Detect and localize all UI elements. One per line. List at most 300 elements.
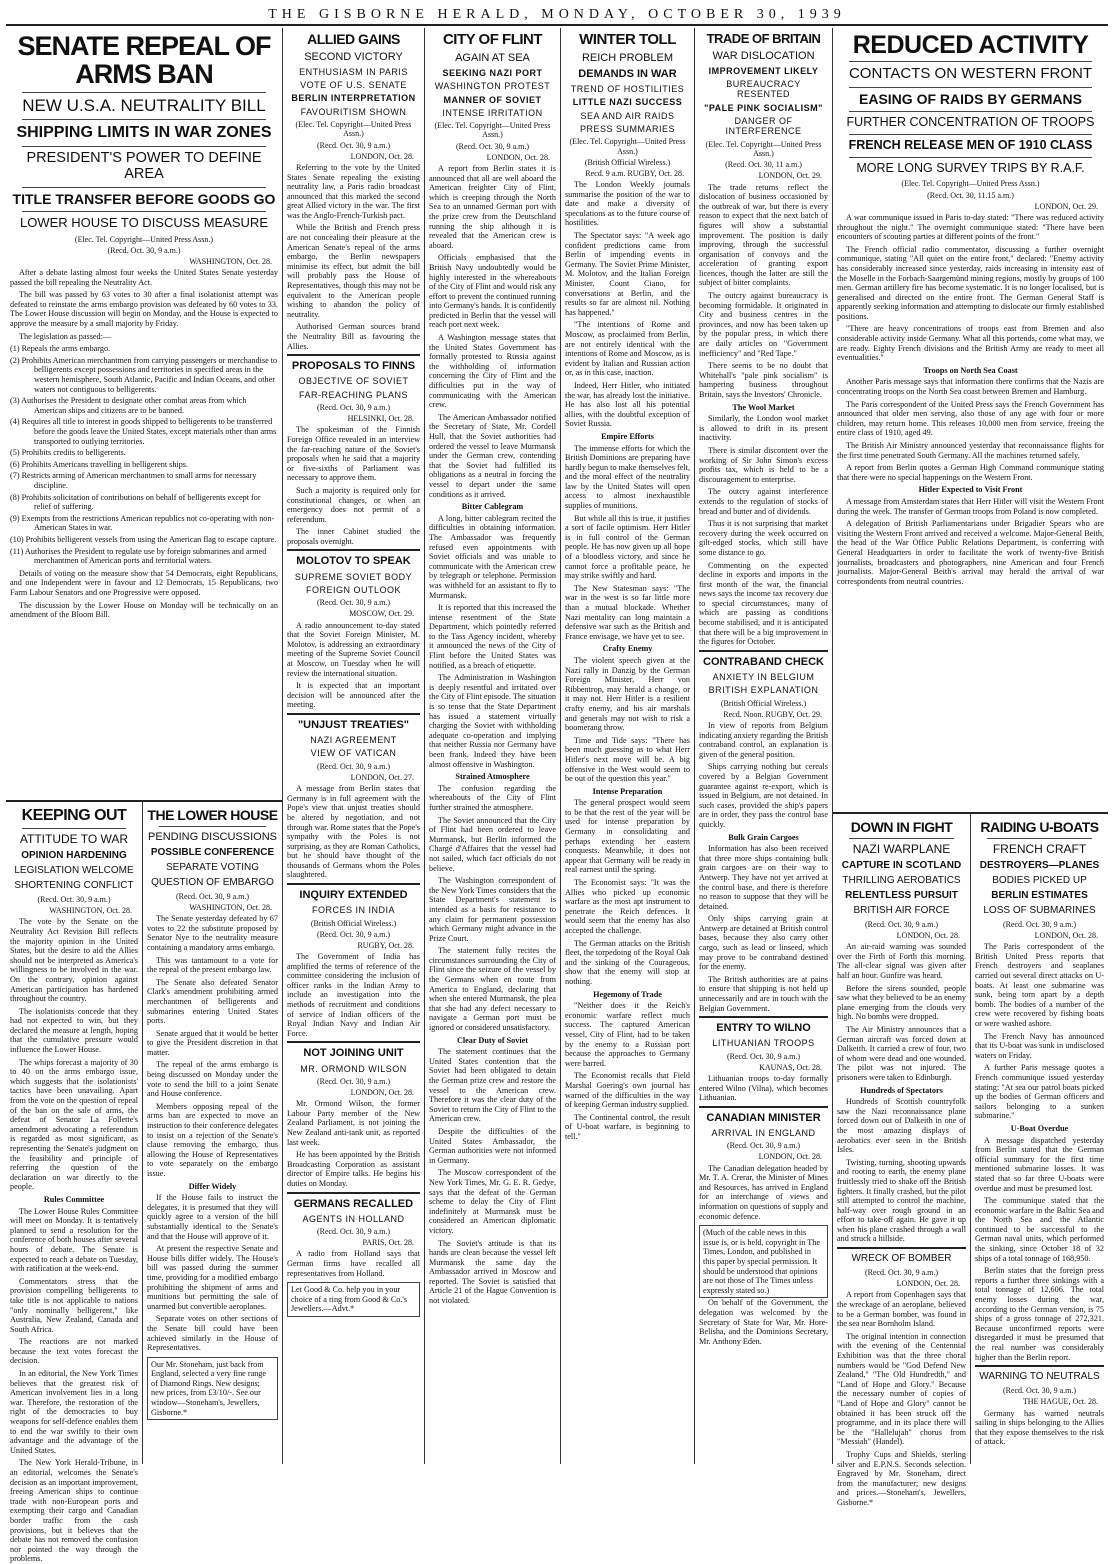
headline: SENATE REPEAL OF ARMS BAN (17, 31, 271, 90)
subheadline: FURTHER CONCENTRATION OF TROOPS (846, 115, 1095, 130)
paragraph: The Air Ministry announces that a German aircraft was forced down at Dalkeith. It carried a crew of four, two of whom were dead and one wounded. The pilot was not injured. The prisoners were taken to Edinburgh. (837, 1025, 966, 1082)
divider (22, 828, 126, 829)
paragraph: After a debate lasting almost four weeks the United States Senate yesterday passed the bill repealing the Neutrality Act. (10, 268, 278, 287)
subheadline: IMPROVEMENT LIKELY (708, 65, 819, 76)
article-body (699, 721, 828, 1013)
paragraph: In view of reports from Belgium indicating anxiety regarding the British contraband control, an explanation is given of the general position. (699, 721, 828, 759)
subheadline: FAVOURITISM SHOWN (300, 106, 407, 117)
masthead-date: MONDAY, OCTOBER 30, 1939 (541, 7, 846, 22)
divider (849, 157, 1092, 158)
paragraph: It is expected that an important decision will be announced after the meeting. (287, 681, 420, 710)
paragraph: The vote by the Senate on the Neutrality Act Revision Bill reflects the majority opinion in the United States, but the desire to aid the Allies should not be interpreted as America's willingness to be involved in the war. On the contrary, opinion against American participation has hardened throughout the country. (10, 917, 138, 1004)
subheadline: VOTE OF U.S. SENATE (300, 80, 407, 91)
paragraph: The Soviet's attitude is that its hands are clean because the vessel left Murmansk the same day the Ambassador arrived in Moscow and reported. The Soviet is satisfied that Article 21 of the Hague Convention is not violated. (429, 1238, 556, 1306)
dateline-place: RUGBY, Oct. 28. (627, 168, 684, 178)
headline: NOT JOINING UNIT (303, 1047, 404, 1060)
article-body (837, 213, 1104, 586)
received-line: Recd. 9 a.m. (585, 168, 626, 178)
divider (849, 134, 1092, 135)
section-subhead: Rules Committee (43, 1194, 105, 1204)
received-line: (Recd. Oct. 30, 9 a.m.) (316, 929, 391, 939)
headline: ALLIED GAINS (307, 31, 400, 47)
subheadline: SEPARATE VOTING (166, 861, 259, 873)
section-subhead: Hundreds of Spectators (860, 1085, 943, 1095)
paragraph: The isolationists concede that they had not expected to win, but they declared the measure at length, hoping that the cumulative pressure would influence the Lower House. (10, 1006, 138, 1055)
paragraph: Officials emphasised that the British Navy undoubtedly would be highly interested in the whereabouts of the City of Flint and would risk any effort to prevent the continued running into Germany's hands. It is confidently predicted in Berlin that the vessel will reach port next week. (429, 253, 556, 330)
subheadline: POSSIBLE CONFERENCE (150, 846, 275, 858)
paragraph: The American Ambassador notified the Secretary of State, Mr. Cordell Hull, that the Soviet authorities had ordered the vessel to leave Murmansk under the German crew, contending that the Soviet had fulfilled its obligations as a neutral in forcing the vessel to depart under the same conditions as it arrived. (429, 412, 556, 499)
paragraph: Germany has warned neutrals sailing in ships belonging to the Allies that they expose themselves to the risk of attack. (975, 1408, 1104, 1447)
paragraph: A report from Berlin quotes a German High Command communique stating that there were no special happenings on the Western Front. (837, 463, 1104, 482)
paragraph: Despite the difficulties of the United States Ambassador, the German authorities were not informed in Germany. (429, 1126, 556, 1165)
paragraph: Time and Tide says: "There has been much guessing as to what Herr Hitler's next move will be. A big offensive in the West would seem to be out of the question this year." (565, 735, 690, 784)
dateline: LONDON, Oct. 28. (486, 152, 550, 162)
subheadline: RELENTLESS PURSUIT (845, 889, 958, 901)
divider (22, 119, 266, 120)
received-line: (Recd. Oct. 30, 9 a.m.) (316, 402, 391, 412)
article-reduced-activity (833, 28, 1108, 588)
paragraph: Such a majority is required only for constitutional changes, or when an emergency does not permit of a referendum. (287, 485, 420, 524)
dateline: HELSINKI, Oct. 28. (347, 414, 414, 424)
dateline: LONDON, Oct. 29. (758, 171, 822, 181)
subheadline: SHIPPING LIMITS IN WAR ZONES (16, 124, 272, 142)
subheadline: PENDING DISCUSSIONS (148, 830, 277, 843)
article-city-of-flint (425, 28, 560, 1464)
section-subhead: Hitler Expected to Visit Front (918, 485, 1023, 495)
headline: "UNJUST TREATIES" (297, 718, 410, 731)
paragraph: In an editorial, the New York Times believes that the greatest risk of American involvement lies in a long war. Therefore, the restoration of the right of the democracies to buy weapons for self-defence enables them to end the war swiftly to their own advantage and the advantage of the United States. (10, 1369, 138, 1455)
paragraph: Mr. Ormond Wilson, the former Labour Party member of the New Zealand Parliament, is not joining the New Zealand anti-tank unit, as reported last week. (287, 1099, 420, 1147)
dateline: KAUNAS, Oct. 28. (759, 1062, 822, 1072)
article-body (565, 180, 690, 1141)
subheadline: NAZI AGREEMENT (310, 735, 397, 746)
list-item: (1) Repeals the arms embargo. (10, 344, 111, 354)
paragraph: The French official radio commentator, discussing a further overnight communique, stating "All quiet on the entire front," declared: "Enemy activity has considerably increased since yesterday, raids increasing in intensity east of the Moselle in the Forbach-Saargemünd mining regions, mostly by groups of 100 men. German artillery fire has become systematic. It is no longer localised, but is generalised and directed on the entire front. The German General Staff is apparently seeking information and attempting to dislocate our firmly established positions. (837, 244, 1104, 321)
headline: WINTER TOLL (579, 31, 676, 48)
section-subhead: The Wool Market (732, 402, 795, 412)
article-body (10, 917, 138, 1564)
subheadline: CAPTURE IN SCOTLAND (841, 859, 962, 871)
paragraph: But while all this is true, it justifies a sort of facile optimism. Herr Hitler is in full control of the German people. He has now given up all hope of a bloodless victory, and since he cannot force a profitable peace, he may strike swiftly and hard. (565, 513, 690, 581)
subheadline: VIEW OF VATICAN (310, 748, 397, 759)
divider (849, 111, 1092, 112)
paragraph: The French Navy has announced that its U-boat was sunk in undisclosed waters on Friday. (975, 1031, 1104, 1060)
headline: PROPOSALS TO FINNS (291, 360, 416, 373)
paragraph: The repeal of the arms embargo is being discussed on Monday under the vote to send the bill to a joint Senate and House conference. (147, 1060, 278, 1099)
section-subhead: Bitter Cablegram (461, 502, 524, 512)
paragraph: The original intention in connection with the evening of the Centennial Exhibition was that the three choral numbers would be "God Defend New Zealand," "The Old Hundredth," and "Land of Hope and Glory." Because the necessary number of copies of "Land of Hope and Glory" cannot be obtained it has been struck off the programme, and in its place there will be the "Hallelujah" chorus from "Messiah" (Handel). (837, 1331, 966, 1447)
section-subhead: Troops on North Sea Coast (923, 365, 1018, 375)
paragraph: Ships carrying nothing but cereals covered by a Belgian Government guarantee against re-export, which is issued in Belgium, are not detained. In such cases, provided the ship's papers are in order, they pass the control base quickly. (699, 762, 828, 829)
article-body (699, 1074, 828, 1103)
received-line: (Recd. Oct. 30, 9 a.m.) (1002, 919, 1077, 929)
paragraph: Before the sirens sounded, people saw what they believed to be an enemy plane emerging from the clouds very high. No bombs were dropped. (837, 983, 966, 1022)
received-line: (Recd. Oct. 30, 9 a.m.) (316, 598, 391, 608)
subheadline: NAZI WARPLANE (852, 841, 951, 856)
credit-line: (Elec. Tel. Copyright—United Press Assn.) (705, 139, 822, 158)
subheadline: "PALE PINK SOCIALISM" (704, 102, 823, 113)
paragraph: Twisting, turning, shooting upwards and rooting to earth, the enemy plane fruitlessly tried to shake off the British fighters. It finally crashed, but the pilot still attempted to control the machine, half-way over rough ground in an effort to take-off again. He gave it up when his plane crashed through a wall and struck a hillside. (837, 1157, 966, 1244)
received-line: (Recd. Oct. 30, 9 a.m.) (316, 140, 391, 150)
list-item: (9) Exempts from the restrictions American republics not co-operating with non-American States in war. (10, 513, 275, 533)
credit-line: (Elec. Tel. Copyright—United Press Assn.) (74, 234, 214, 244)
list-item: (11) Authorises the President to regulate use by foreign submarines and armed merchantmen of American ports and territorial waters. (10, 546, 267, 566)
dateline: LONDON, Oct. 27. (350, 772, 414, 782)
paragraph: Hundreds of Scottish countryfolk saw the Nazi reconnaissance plane forced down out of Dalkeith in one of the most amazing displays of aerobatics ever seen in the British Isles. (837, 1097, 966, 1155)
article-body (287, 163, 420, 351)
subheadline: TITLE TRANSFER BEFORE GOODS GO (12, 190, 276, 207)
masthead (6, 6, 1108, 26)
paragraph: There is similar discontent over the working of Sir John Simon's excess profits tax, which is held to be a discouragement to enterprise. (699, 445, 828, 484)
credit-line: (Elec. Tel. Copyright—United Press Assn.) (901, 179, 1040, 189)
subheadline: BERLIN ESTIMATES (991, 889, 1088, 901)
paragraph: The New Statesman says: "The war in the west is so far little more than a mutual blockade. Whether Nazi mentality can long maintain a defensive war such as the British and France envisage, we have yet to see. (565, 583, 690, 641)
paragraph: Indeed, Herr Hitler, who initiated the war, has already lost the initiative. He has also lost all his potential allies, with the doubtful exception of Soviet Russia. (565, 380, 690, 429)
paragraph: The Government of India has amplified the terms of reference of the committee considering the inclusion of officer ranks in the Indian Army to include an investigation into the methods of recruitment and conditions of service of Indian officers of the Royal Indian Navy and Indian Air Force. (287, 952, 420, 1038)
paragraph: The statement continues that the United States contention that the Soviet had been obligated to detain the German prize crew and restore the vessel to the American crew. Therefore it was the clear duty of the Soviet to return the City of Flint to the American crew. (429, 1047, 556, 1124)
subheadline: FORCES IN INDIA (311, 905, 395, 916)
dateline: LONDON, Oct. 28. (1034, 931, 1098, 941)
headline: THE LOWER HOUSE (147, 807, 278, 823)
list-item: (5) Prohibits credits to belligerents. (10, 448, 126, 458)
subheadline: SEA AND AIR RAIDS (580, 110, 675, 121)
paragraph: The Paris correspondent of the United Press says the French Government has announced that older men serving, also those of any age with four or more children, may return home. This releases 10,000 men from service, freeing the entire class of 1910, aged 49. (837, 399, 1104, 438)
subheadline: CONTACTS ON WESTERN FRONT (848, 65, 1093, 83)
paragraph: He has been appointed by the British Broadcasting Corporation as assistant director of Empire talks. He begins his duties on Monday. (287, 1150, 420, 1188)
subheadline: PRESS SUMMARIES (579, 123, 676, 134)
paragraph: The outcry against bureaucracy is becoming formidable. It originated in City and business centres in the provinces, and now has been taken up by the popular press, in which there are daily articles on "Government inefficiency" and "Red Tape." (699, 291, 828, 358)
paragraph: The legislation as passed:— (19, 331, 112, 341)
credit-line: (Elec. Tel. Copyright—United Press Assn.) (434, 121, 551, 140)
subheadline: BODIES PICKED UP (992, 874, 1087, 886)
divider (849, 87, 1092, 88)
paragraph: The communique stated that the economic warfare in the Baltic Sea and the North Sea and the Atlantic continued to be successful to the German naval units, which performed the sinking, since October 18 of 32 ships of a total tonnage of 168,950. (975, 1196, 1104, 1263)
paragraph: Authorised German sources brand the Neutrality Bill as favouring the Allies. (287, 322, 420, 351)
credit-line: (Elec. Tel. Copyright—United Press Assn.) (569, 137, 686, 156)
article-body (10, 569, 278, 620)
subheadline: QUESTION OF EMBARGO (151, 876, 274, 888)
subheadline: SUPREME SOVIET BODY (294, 571, 413, 582)
paragraph: The immense efforts for which the British Dominions are preparing have hardly begun to make themselves felt, and the moral effect of the neutrality law by the United States will open access to almost inexhaustible supplies of munitions. (565, 443, 690, 511)
divider (287, 713, 420, 715)
subheadline: PRESIDENT'S POWER TO DEFINE AREA (26, 149, 262, 182)
paragraph: The Moscow correspondent of the New York Times, Mr. G. E. R. Gedye, says that the defeat of the German scheme to delay the City of Flint indefinitely at Murmansk must be considered an American diplomatic victory. (429, 1168, 556, 1235)
article-body (287, 425, 420, 546)
received-line: (Recd. Oct. 30, 9 a.m.) (107, 245, 181, 255)
received-line: (Recd. Oct. 30, 9 a.m.) (726, 1141, 801, 1151)
received-line: (Recd. Oct. 30, 9 a.m.) (316, 761, 391, 771)
paragraph: The Washington correspondent of the New York Times considers that the State Department's statement is intended as a basis for resistance to any claim for permanent possession which Germany might advance in the Prize Court. (429, 876, 556, 943)
article-body (287, 1249, 420, 1278)
divider (849, 61, 1092, 62)
paragraph: The Canadian delegation headed by Mr. T. A. Crerar, the Minister of Mines and Resources, has arrived in England for an interchange of views and information on questions of supply and economic defence. (699, 1163, 828, 1221)
subheadline: WAR DISLOCATION (712, 49, 815, 62)
list-item: (4) Requires all title to interest in goods shipped to belligerents to be transferred before the goods leave the United States, except materials other than arms transported to outlying territories. (10, 417, 277, 446)
list-item: (10) Prohibits belligerent vessels from using the American flag to escape capture. (10, 534, 277, 544)
section-rule (6, 800, 282, 802)
advertisement: Let Good & Co. help you in your choice of a ring from Good & Co.'s Jewellers.—Advt.* (287, 1282, 420, 1317)
paragraph: The Senate also defeated Senator Clark's amendment prohibiting armed merchantmen of belligerents and submarines entering United States ports. (147, 977, 278, 1026)
divider (22, 187, 266, 188)
paragraph: The Economist says: "It was the Allies who picked up economic warfare as the most apt instrument to penetrate the Reich defences. It would seem that the enemy has also accepted the challenge. (565, 878, 690, 935)
received-line: (Recd. Oct. 30, 11.15 a.m.) (927, 190, 1014, 200)
headline: RAIDING U-BOATS (980, 819, 1099, 835)
paragraph: A delegation of British Parliamentarians under Brigadier Spears who are visiting the Western Front arrived and received a welcome. Major-General Beith, the head of the War Office Public Relations Department, is conferring with General Headquarters in order to facilitate the work of twenty-five British journalists, broadcasters and photographers, nine American and four French journalists. Major-General Beith's arrival may herald the arrival of war correspondents from neutral countries. (837, 519, 1104, 586)
article-body (975, 1409, 1104, 1447)
legislation-list (10, 344, 278, 565)
paragraph: "Neither does it the Reich's economic warfare reflect much success. The captured American vessel, City of Flint, had to be taken by the enemy to a Russian port because the approaches to Germany were barred. (565, 1001, 690, 1068)
paragraph: The German attacks on the British fleet, the torpedoing of the Royal Oak and the sinking of the Courageous, show that the enemy will stop at nothing. (565, 938, 690, 986)
article-winter-toll (561, 28, 694, 1464)
subheadline: REICH PROBLEM (581, 51, 674, 64)
advertisement: Our Mr. Stoneham, just back from England, selected a very fine range of Diamond Rings. New designs; new prices, from £3/10/-. See our window—Stoneham's, Jewellers, Gisborne.* (147, 1357, 278, 1421)
paragraph: On behalf of the Government, the delegation was welcomed by the Secretary of State for War, Mr. Hore-Belisha, and the Dominions Secretary, Mr. Anthony Eden. (699, 1298, 828, 1346)
subheadline: DESTROYERS—PLANES (979, 859, 1100, 871)
paragraph: Thus it is not surprising that market recovery during the week occurred on gilt-edged stocks, which still have some distance to go. (699, 519, 828, 557)
paragraph: A radio announcement to-day stated that the Soviet Foreign Minister, M. Molotov, is addressing an extraordinary meeting of the Supreme Soviet Council at Moscow, on Tuesday when he will review the international situation. (287, 620, 420, 678)
article-down-in-fight (833, 816, 970, 1507)
dateline: LONDON, Oct. 28. (350, 1088, 414, 1098)
divider (987, 838, 1092, 839)
paragraph: The London Weekly journals summarise the position of the war to date and make a diversity of speculations as to the future course of hostilities. (565, 180, 690, 228)
divider (837, 1247, 966, 1249)
credit-line: (British Official Wireless.) (720, 698, 807, 708)
subheadline: WASHINGTON PROTEST (434, 81, 551, 92)
divider (287, 1041, 420, 1043)
paragraph: The Continental control, the result of U-boat warfare, is beginning to tell." (565, 1112, 690, 1141)
list-item: (3) Authorises the President to designate other combat areas from which American ships and citizens are to be banned. (10, 396, 247, 415)
list-item: (2) Prohibits American merchantmen from carrying passengers or merchandise to belligerents except possessions and territories in specified areas in the western hemisphere, South Atlantic, Pacific and Indian Oceans, and other waters not contiguous to belligerents. (10, 355, 278, 394)
subheadline: THRILLING AEROBATICS (842, 874, 961, 886)
paragraph: The spokesman of the Finnish Foreign Office revealed in an interview the far-reaching nature of the Soviet's proposals when he said that a majority or five-sixths of Parliament was necessary to approve them. (287, 425, 420, 483)
subheadline: DANGER OF INTERFERENCE (725, 116, 802, 137)
dateline: THE HAGUE, Oct. 28. (1022, 1397, 1098, 1407)
headline: ENTRY TO WILNO (716, 1022, 811, 1035)
dateline: MOSCOW, Oct. 29. (349, 609, 414, 619)
dateline: LONDON, Oct. 28. (896, 1279, 960, 1289)
paragraph: Lithuanian troops to-day formally entered Wilno (Vilna), which becomes Lithuanian. (699, 1074, 828, 1103)
paragraph: The reactions are not marked because the text votes forecast the decision. (10, 1337, 138, 1366)
subheadline: MORE LONG SURVEY TRIPS BY R.A.F. (856, 160, 1085, 175)
headline: MOLOTOV TO SPEAK (296, 555, 411, 568)
received-line: (Recd. Oct. 30, 9 a.m.) (37, 894, 111, 904)
article-body (147, 914, 278, 1353)
paragraph: The bill was passed by 63 votes to 30 after a final isolationist attempt was defeated to reinstate the arms embargo provision was defeated by 60 votes to 33. The Lower House discussion will begin on Monday, and the House is expected to approve the measure by a small majority by Friday. (10, 290, 278, 329)
paragraph: "The intentions of Rome and Moscow, as proclaimed from Berlin, are not entirely identical with the intentions of Rome and Moscow, as is evident by Italian and Russian action or, as in this case, inaction. (565, 320, 690, 378)
paragraph: The Spectator says: "A week ago confident predictions came from Berlin of impending events in Germany. The Soviet Prime Minister, M. Molotov, and the Italian Foreign Minister, Count Ciano, for conversations at Berlin, and the results so far are almost nil. Nothing has happened." (565, 231, 690, 317)
divider (287, 549, 420, 551)
subheadline: DEMANDS IN WAR (578, 67, 677, 80)
divider (22, 146, 266, 147)
headline: TRADE OF BRITAIN (706, 31, 821, 46)
received-line: (Recd. Oct. 30, 11 a.m.) (725, 160, 802, 170)
divider (287, 1192, 420, 1194)
divider (849, 838, 954, 839)
received-line: (Recd. Oct. 30, 9 a.m.) (316, 1227, 391, 1236)
dateline: WASHINGTON, Oct. 28. (189, 902, 272, 912)
paragraph: An air-raid warning was sounded over the Firth of Forth this morning. The all-clear signal was given after half an hour. Gunfire was heard. (837, 942, 966, 981)
subheadline: ANXIETY IN BELGIUM (712, 671, 815, 682)
subheadline: FAR-REACHING PLANS (298, 389, 409, 400)
headline: CONTRABAND CHECK (703, 655, 824, 668)
article-body (287, 952, 420, 1038)
paragraph: Similarly, the London wool market is allowed to drift in its present inactivity. (699, 414, 828, 443)
headline: CITY OF FLINT (442, 31, 543, 48)
received-line: (Recd. Oct. 30, 9 a.m.) (864, 1268, 939, 1278)
paragraph: The Lower House Rules Committee will meet on Monday. It is tentatively planned to send a resolution for the conference of both houses after several hours of debate. The Senate is expected to reach a debate on Tuesday, with ratification at the week-end. (10, 1206, 138, 1274)
article-body (837, 1290, 966, 1507)
dateline: LONDON, Oct. 28. (758, 1152, 822, 1162)
dateline: WASHINGTON, Oct. 28. (49, 906, 132, 916)
paragraph: Commenting on the expected decline in exports and imports in the first month of the war, the financial news says the income tax recovery due to special circumstances, many of which are passing as conditions become stabilised, and it is anticipated that there will be a big improvement in the figures for October. (699, 560, 828, 647)
paragraph: This was tantamount to a vote for the repeal of the present embargo law. (147, 955, 278, 975)
section-subhead: Clear Duty of Soviet (456, 1035, 529, 1045)
paragraph: Information has also been received that three more ships containing bulk grain cargoes are on their way to Antwerp. They have not yet arrived at the control base, and there is therefore no reason to suppose that they will be detained. (699, 844, 828, 911)
paragraph: At present the respective Senate and House bills differ widely. The House's bill was passed during the summer time, providing for a modified embargo prohibiting the shipment of arms and munitions but permitting the sale of unarmed but convertible aeroplanes. (147, 1244, 278, 1311)
article-body (699, 183, 828, 647)
paragraph: Trophy Cups and Shields, sterling silver and E.P.N.S. Seconds selection. Engraved by Mr. Stoneham, direct from the manufacturer; new designs and prices.—Stoneham's, Jewellers, Gisborne.* (837, 1449, 966, 1507)
paragraph: The violent speech given at the Nazi rally in Danzig by the German Foreign Minister, Herr von Ribbentrop, may herald a change, or it may not. Herr Hitler is a resilient crafty enemy, and his air marshals and generals may not wish to risk a boomerang throw. (565, 655, 690, 733)
divider (975, 1365, 1104, 1367)
subheadline: LEGISLATION WELCOME (14, 864, 134, 876)
dateline (565, 169, 690, 178)
divider (22, 92, 266, 93)
article-lower-house (143, 804, 282, 1464)
paragraph: The general prospect would seem to be that the rest of the year will be used for intense preparation by Germany in consolidating and perhaps extending her eastern conquests. Meanwhile, it does not appear that Germany will be ready in real earnest until the spring. (565, 798, 690, 875)
paragraph: A report from Copenhagen says that the wreckage of an aeroplane, believed to be a German bomber, was found in the sea near Bornholm Island. (837, 1290, 966, 1329)
paragraph: Details of voting on the measure show that 54 Democrats, eight Republicans, and one Independent were in favour and 12 Democrats, 15 Republicans, two Farm Labour Senators and one Progressive were opposed. (10, 568, 278, 597)
subheadline: ARRIVAL IN ENGLAND (711, 1127, 816, 1138)
headline: KEEPING OUT (21, 807, 127, 824)
subheadline: SECOND VICTORY (304, 50, 403, 63)
article-body (429, 164, 556, 1306)
section-subhead: Crafty Enemy (602, 644, 653, 654)
paragraph: It is reported that this increased the intense resentment of the State Department, which pointedly referred to the Tass Agency incident, whereby it announced the news of the City of Flint before the United States was notified, as a breach of etiquette. (429, 603, 556, 670)
article-body (975, 942, 1104, 1362)
paragraph: If the House fails to instruct the delegates, it is presumed that they will quickly agree to a version of the bill substantially identical to the Senate's and that the House will approve of it. (147, 1193, 278, 1241)
subheadline: SHORTENING CONFLICT (14, 879, 134, 891)
dateline: LONDON, Oct. 29. (1034, 201, 1098, 211)
subheadline: FOREIGN OUTLOOK (305, 584, 401, 595)
subheadline: OPINION HARDENING (21, 849, 127, 861)
received-line: Recd. Noon. (723, 709, 764, 719)
subheadline: BUREAUCRACY RESENTED (726, 79, 801, 100)
headline: CANADIAN MINISTER (706, 1111, 821, 1124)
subheadline: MR. ORMOND WILSON (300, 1063, 407, 1074)
paragraph: A message from Berlin states that Germany is in full agreement with the Pope's view that unjust treaties should be altered by negotiation, and not through war. Rome states that the Pope's sympathy with the Poles is not surprising, as they are Roman Catholics, but he should have thought of the thousands of Germans whom the Poles slaughtered. (287, 784, 420, 880)
paragraph: "There are heavy concentrations of troops east from Bremen and also considerable activity inside Germany. What all this portends, come what may, we are ready. Eighty French divisions and the British Army are ready to meet all eventualities." (837, 324, 1104, 363)
dateline-place: RUGBY, Oct. 29. (765, 709, 822, 719)
paragraph: The British authorities are at pains to ensure that shipping is not held up unnecessarily and are in touch with the Belgian Government. (699, 974, 828, 1013)
article-raiding-u-boats (971, 816, 1108, 1464)
dateline: LONDON, Oct. 28. (350, 151, 414, 161)
paragraph: While the British and French press are not concealing their pleasure at the American Senate's repeal of the arms embargo, the Berlin newspapers minimise its effect, but admit the bill will probably pass the House of Representatives, though this may not be equivalent to the American people wishing to abandon the policy of neutrality. (287, 223, 420, 319)
paragraph: The outcry against interference extends to the regulation of stocks of bread and butter and of dividends. (699, 487, 828, 516)
section-subhead: U-Boat Overdue (1010, 1123, 1069, 1133)
paragraph: Senate argued that it would be better to give the President discretion in that matter. (147, 1028, 278, 1057)
headline: DOWN IN FIGHT (850, 819, 953, 835)
credit-line: (Elec. Tel. Copyright—United Press Assn.) (295, 120, 412, 139)
received-line: (Recd. Oct. 30, 9 a.m.) (1002, 1386, 1077, 1396)
article-keeping-out (6, 804, 142, 1564)
section-subhead: Strained Atmosphere (455, 772, 530, 782)
paragraph: A war communique issued in Paris to-day stated: "There was reduced activity throughout the night." The overnight communique stated: "There have been encounters of scouting parties at different points of the front." (837, 212, 1104, 242)
divider (699, 650, 828, 652)
subheadline: AGAIN AT SEA (455, 51, 530, 64)
subheadline: LITTLE NAZI SUCCESS (572, 97, 683, 108)
list-item: (7) Restricts arming of American merchantmen to small arms for necessary discipline. (10, 471, 257, 490)
paragraph: A radio from Holland says that German firms have recalled all representatives from Holland. (287, 1249, 420, 1278)
headline: WRECK OF BOMBER (851, 1253, 952, 1265)
received-line: (Recd. Oct. 30, 9 a.m.) (455, 141, 530, 151)
paragraph: The confusion regarding the whereabouts of the City of Flint further strained the atmosphere. (429, 783, 556, 812)
paragraph: The Soviet announced that the City of Flint had been ordered to leave Murmansk, but Berlin informed the Chargé d'Affaires that the vessel had not sailed, which fact officials do not believe. (429, 815, 556, 873)
divider (699, 1106, 828, 1108)
subheadline: ATTITUDE TO WAR (19, 831, 129, 846)
subheadline: BRITISH AIR FORCE (853, 904, 950, 916)
subheadline: LITHUANIAN TROOPS (712, 1038, 815, 1049)
paragraph: The whips forecast a majority of 30 to 40 on the arms embargo issue, which suggests that the isolationists' tactics have been unavailing. Apart from the vote on the question of repeal of the ban on the sale of arms, the defeat of Senator La Follette's amendment advocating a referendum is regarded as most significant, as representing the Senate's judgment on the feasibility and principle of referring the question of the declaration on war directly to the people. (10, 1057, 138, 1192)
divider (22, 211, 266, 212)
subheadline: FRENCH CRAFT (992, 841, 1087, 856)
paragraph: A Washington message states that the United States Government has formally protested to Russia against the withholding of information concerning the City of Flint and the difficulties put in the way of communicating with the American crew. (429, 333, 556, 410)
list-item: (6) Prohibits Americans travelling in belligerent ships. (10, 459, 189, 469)
masthead-paper: THE GISBORNE HERALD, (268, 7, 533, 22)
divider (159, 826, 266, 827)
paragraph: Members opposing repeal of the arms ban are expected to move an instruction to their conference delegates to insist on a rejection of the Senate's clause removing the embargo, thus allowing the House of Representatives to vote separately on the embargo issue. (147, 1101, 278, 1178)
copyright-notice: (Much of the cable news in this issue is, or is held, copyright in The Times, London, and published in this paper by special permission. It should be understood that opinions are not those of The Times unless expressly stated so.) (699, 1225, 828, 1298)
headline: GERMANS RECALLED (293, 1197, 414, 1210)
subheadline: TREND OF HOSTILITIES (570, 83, 685, 94)
section-subhead: Empire Efforts (601, 431, 654, 441)
subheadline: ENTHUSIASM IN PARIS (299, 66, 408, 77)
received-line: (Recd. Oct. 30, 9 a.m.) (726, 1051, 801, 1061)
paragraph: Referring to the vote by the United States Senate repealing the existing neutrality law, a Paris radio broadcast announced that this marked the second great Allied victory in the war. The first was the Anglo-French-Turkish pact. (287, 162, 420, 220)
article-body (699, 1164, 828, 1222)
received-line: (Recd. Oct. 30, 9 a.m.) (175, 891, 250, 901)
paragraph: Commentators stress that the provision compelling belligerents to take title is not applicable to nations "only nominally belligerent," like Australia, New Zealand, Canada and South Africa. (10, 1276, 138, 1334)
column-f (695, 28, 832, 1464)
headline: WARNING TO NEUTRALS (979, 1371, 1100, 1383)
subheadline: EASING OF RAIDS BY GERMANS (859, 90, 1082, 107)
subheadline: OBJECTIVE OF SOVIET (298, 376, 409, 387)
subheadline: NEW U.S.A. NEUTRALITY BILL (22, 95, 266, 115)
section-subhead: Intense Preparation (592, 786, 663, 796)
paragraph: The Administration in Washington is deeply resentful and irritated over the City of Flint episode. The situation is so tense that the State Department has issued a statement virtually charging the Soviet with withholding adequate co-operation and implying that neither Russia nor Germany have been frank. Indeed they have been almost offensive in Washington. (429, 673, 556, 769)
headline: REDUCED ACTIVITY (852, 31, 1089, 59)
paragraph: The statement fully recites the circumstances surrounding the City of Flint since the seizure of the vessel by the Germans when en route from America to England, declaring that when she entered Murmansk, the plea that she had any defect necessary to navigate a German port must be ignored or considered unsatisfactory. (429, 946, 556, 1033)
dateline: RUGBY, Oct. 28. (357, 940, 414, 950)
credit-line: (British Official Wireless.) (584, 157, 671, 167)
article-body (837, 942, 966, 1244)
article-body (287, 784, 420, 880)
paragraph: The Paris correspondent of the British United Press reports that French destroyers and seaplanes carried out several direct attacks on U-boats. At least one submarine was sunk, being torn apart by a depth bomb. The bodies of a number of the crew were recovered by fishing boats or were washed ashore. (975, 942, 1104, 1028)
paragraph: Separate votes on other sections of the Senate bill could have been achieved similarly in the House of Representatives. (147, 1314, 278, 1353)
headline: INQUIRY EXTENDED (299, 889, 408, 902)
section-subhead: Bulk Grain Cargoes (728, 832, 799, 842)
paragraph: The trade returns reflect the dislocation of business occasioned by the outbreak of war, but there is every reason to expect that the next batch of figures will show a substantial improvement. The position is daily improving, through the successful organisation of convoys and the acceleration of granting export licences, though the latter are still the subject of bitter complaints. (699, 182, 828, 288)
article-senate (6, 28, 282, 620)
article-body (287, 1099, 420, 1188)
credit-line: (British Official Wireless.) (310, 918, 397, 928)
paragraph: The British Air Ministry announced yesterday that reconnaissance flights for the first time penetrated South Germany. All the machines returned safely. (837, 441, 1104, 460)
paragraph: There seems to be no doubt that Whitehall's "pale pink socialism" is hampering business throughout Britain, says the Investors' Chronicle. (699, 361, 828, 400)
divider (699, 1016, 828, 1018)
article-body (287, 621, 420, 710)
subheadline: FRENCH RELEASE MEN OF 1910 CLASS (848, 137, 1093, 152)
paragraph: Another Paris message says that information there confirms that the Nazis are concentrating troops on the North Sea coast between Bremen and Hamburg. (837, 377, 1104, 397)
subheadline: AGENTS IN HOLLAND (302, 1213, 405, 1224)
